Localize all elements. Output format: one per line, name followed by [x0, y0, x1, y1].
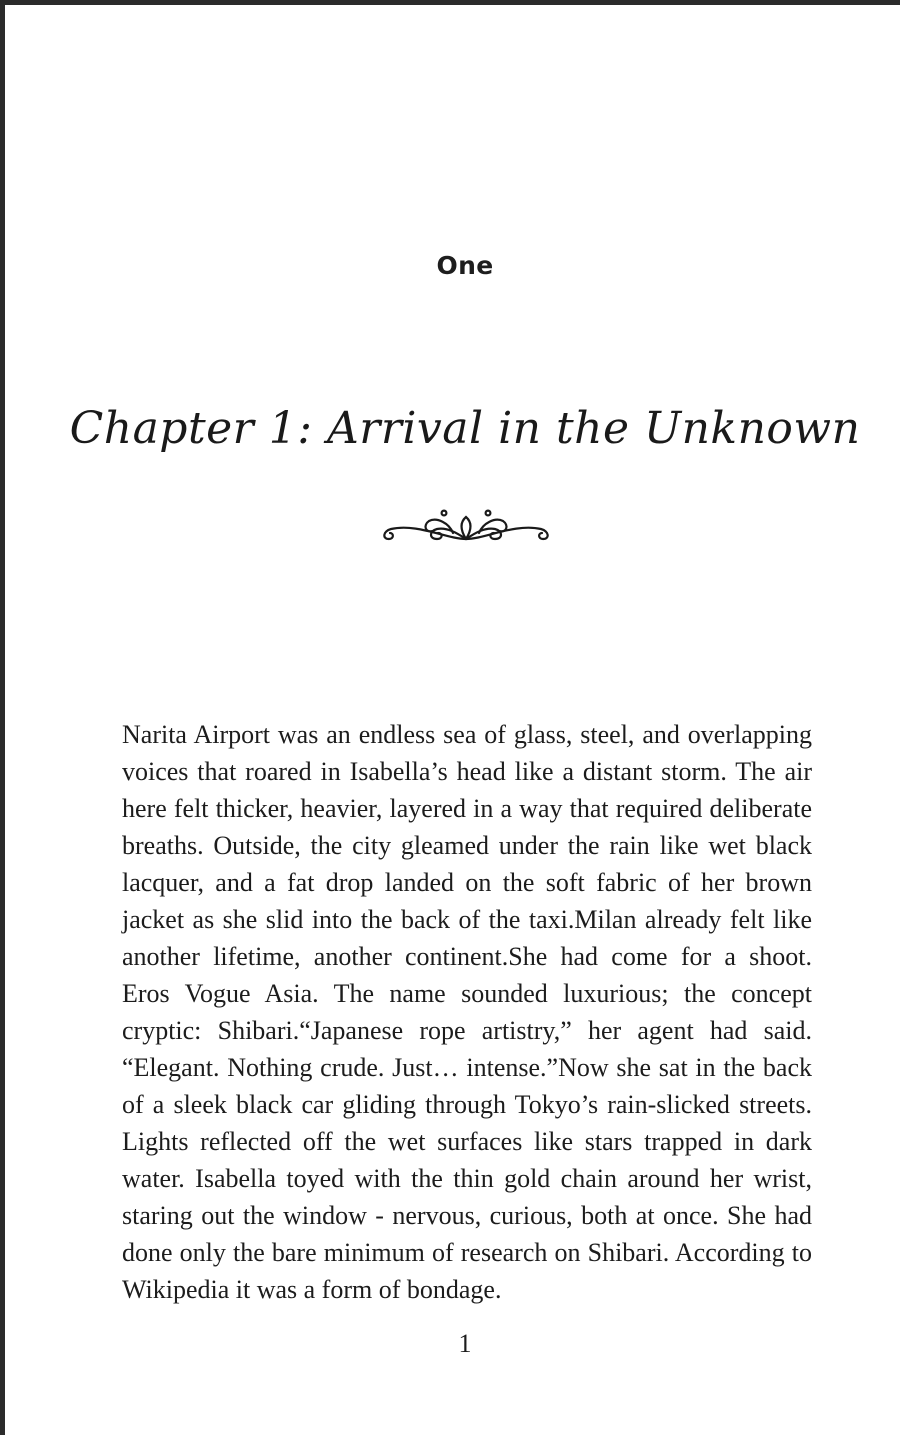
body-paragraph: Narita Airport was an endless sea of glass, steel, and overlapping voices that roared in Isabella’s head like a distant storm. The air here felt thicker, heavier, layered in a way that required deliberate breaths. Outside, the city gleamed under the rain like wet black lacquer, and a fat drop landed on the soft fabric of her brown jacket as she slid into the back of the taxi.Milan already felt like another lifetime, another continent.She had come for a shoot. Eros Vogue Asia. The name sounded luxurious; the concept cryptic: Shibari.“Japanese rope artistry,” her agent had said. “Elegant. Nothing crude. Just… intense.”Now she sat in the back of a sleek black car gliding through Tokyo’s rain-slicked streets. Lights reflected off the wet surfaces like stars trapped in dark water. Isabella toyed with the thin gold chain around her wrist, staring out the window - nervous, curious, both at once. She had done only the bare minimum of research on Shibari. According to Wikipedia it was a form of bondage. — [122, 720, 812, 1304]
page-number: 1 — [458, 1329, 472, 1358]
chapter-title: Chapter 1: Arrival in the Unknown — [69, 403, 861, 454]
part-label: One — [436, 251, 494, 280]
flourish-divider-icon — [377, 503, 555, 547]
